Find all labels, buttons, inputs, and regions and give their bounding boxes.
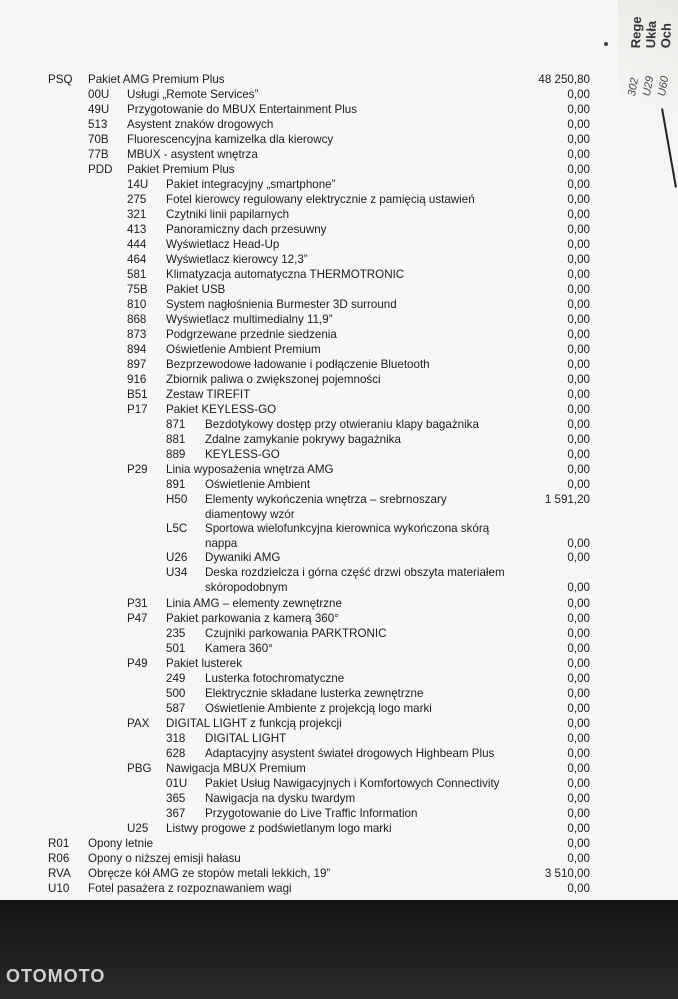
list-item bbox=[0, 207, 678, 222]
option-label: Pakiet Usług Nawigacyjnych i Komfortowych Connectivity bbox=[205, 777, 500, 790]
option-label: KEYLESS-GO bbox=[205, 448, 280, 461]
option-price: 0,00 bbox=[567, 268, 590, 281]
option-label: Wyświetlacz multimedialny 11,9” bbox=[166, 313, 333, 326]
option-label: Podgrzewane przednie siedzenia bbox=[166, 328, 337, 341]
option-price: 0,00 bbox=[567, 373, 590, 386]
option-price: 0,00 bbox=[567, 403, 590, 416]
list-item bbox=[0, 297, 678, 312]
option-label: Opony o niższej emisji hałasu bbox=[88, 852, 241, 865]
option-label: Przygotowanie do Live Traffic Information bbox=[205, 807, 418, 820]
list-item bbox=[0, 252, 678, 267]
option-price: 0,00 bbox=[567, 672, 590, 685]
option-code: 916 bbox=[127, 373, 147, 386]
option-code: 500 bbox=[166, 687, 186, 700]
list-item bbox=[0, 492, 678, 521]
option-price: 0,00 bbox=[567, 463, 590, 476]
list-item bbox=[0, 87, 678, 102]
option-label: Pakiet integracyjny „smartphone” bbox=[166, 178, 336, 191]
option-price: 0,00 bbox=[567, 478, 590, 491]
list-item bbox=[0, 147, 678, 162]
list-item bbox=[0, 357, 678, 372]
option-code: B51 bbox=[127, 388, 148, 401]
option-code: 70B bbox=[88, 133, 109, 146]
list-item bbox=[0, 102, 678, 117]
option-label: Klimatyzacja automatyczna THERMOTRONIC bbox=[166, 268, 405, 281]
option-price: 0,00 bbox=[567, 612, 590, 625]
option-price: 0,00 bbox=[567, 193, 590, 206]
option-code: 249 bbox=[166, 672, 186, 685]
option-label: Sportowa wielofunkcyjna kierownica wykończona skórą bbox=[205, 522, 490, 535]
list-item bbox=[0, 192, 678, 207]
option-code: 581 bbox=[127, 268, 147, 281]
option-code: 464 bbox=[127, 253, 147, 266]
option-code: 871 bbox=[166, 418, 186, 431]
option-code: L5C bbox=[166, 522, 188, 535]
option-code: 587 bbox=[166, 702, 186, 715]
option-code: 01U bbox=[166, 777, 188, 790]
list-item bbox=[0, 881, 678, 896]
option-code: U26 bbox=[166, 551, 188, 564]
option-label: Bezprzewodowe ładowanie i podłączenie Bluetooth bbox=[166, 358, 430, 371]
option-price: 0,00 bbox=[567, 807, 590, 820]
list-item bbox=[0, 626, 678, 641]
option-price: 0,00 bbox=[567, 328, 590, 341]
list-item bbox=[0, 117, 678, 132]
option-label: Deska rozdzielcza i górna część drzwi obszyta materiałem bbox=[205, 566, 505, 579]
option-label: Fluorescencyjna kamizelka dla kierowcy bbox=[127, 133, 334, 146]
list-item bbox=[0, 821, 678, 836]
list-item bbox=[0, 282, 678, 297]
option-code: 413 bbox=[127, 223, 147, 236]
option-code: U34 bbox=[166, 566, 188, 579]
option-price: 0,00 bbox=[567, 208, 590, 221]
option-code: U10 bbox=[48, 882, 70, 895]
option-price: 0,00 bbox=[567, 717, 590, 730]
option-price: 3 510,00 bbox=[544, 867, 590, 880]
option-label: System nagłośnienia Burmester 3D surround bbox=[166, 298, 397, 311]
option-code: 235 bbox=[166, 627, 186, 640]
option-label: Linia AMG – elementy zewnętrzne bbox=[166, 597, 342, 610]
option-label: Wyświetlacz kierowcy 12,3” bbox=[166, 253, 308, 266]
option-code: 77B bbox=[88, 148, 109, 161]
option-code: P29 bbox=[127, 463, 148, 476]
option-code: U25 bbox=[127, 822, 149, 835]
list-item bbox=[0, 342, 678, 357]
option-price: 0,00 bbox=[567, 103, 590, 116]
list-item bbox=[0, 177, 678, 192]
option-price: 0,00 bbox=[567, 702, 590, 715]
list-item bbox=[0, 237, 678, 252]
option-label: Nawigacja MBUX Premium bbox=[166, 762, 306, 775]
option-code: 275 bbox=[127, 193, 147, 206]
option-price: 0,00 bbox=[567, 852, 590, 865]
option-label-continued: skóropodobnym bbox=[205, 581, 288, 594]
option-code: PDD bbox=[88, 163, 113, 176]
option-label-continued: diamentowy wzór bbox=[205, 508, 295, 521]
option-label: Adaptacyjny asystent świateł drogowych Highbeam Plus bbox=[205, 747, 495, 760]
option-code: P31 bbox=[127, 597, 148, 610]
option-label: Pakiet Premium Plus bbox=[127, 163, 235, 176]
option-price: 0,00 bbox=[567, 433, 590, 446]
option-price: 0,00 bbox=[567, 448, 590, 461]
list-item bbox=[0, 402, 678, 417]
list-item bbox=[0, 791, 678, 806]
list-item bbox=[0, 162, 678, 177]
option-label: Zbiornik paliwa o zwiększonej pojemności bbox=[166, 373, 381, 386]
list-item bbox=[0, 132, 678, 147]
option-code: 00U bbox=[88, 88, 110, 101]
corner-code-2: U29 bbox=[641, 75, 657, 98]
option-code: 318 bbox=[166, 732, 186, 745]
option-price: 0,00 bbox=[567, 133, 590, 146]
option-price: 0,00 bbox=[567, 537, 590, 550]
list-item bbox=[0, 72, 678, 87]
option-code: PAX bbox=[127, 717, 150, 730]
option-label: Nawigacja na dysku twardym bbox=[205, 792, 356, 805]
option-code: 49U bbox=[88, 103, 110, 116]
option-label: Pakiet lusterek bbox=[166, 657, 243, 670]
option-price: 0,00 bbox=[567, 732, 590, 745]
option-label: Czujniki parkowania PARKTRONIC bbox=[205, 627, 387, 640]
option-label: Pakiet USB bbox=[166, 283, 226, 296]
option-price: 0,00 bbox=[567, 148, 590, 161]
list-item bbox=[0, 866, 678, 881]
option-label: Przygotowanie do MBUX Entertainment Plus bbox=[127, 103, 358, 116]
option-price: 0,00 bbox=[567, 118, 590, 131]
list-item bbox=[0, 836, 678, 851]
option-code: 881 bbox=[166, 433, 186, 446]
list-item bbox=[0, 701, 678, 716]
option-price: 0,00 bbox=[567, 223, 590, 236]
option-label: Oświetlenie Ambiente z projekcją logo marki bbox=[205, 702, 432, 715]
list-item bbox=[0, 671, 678, 686]
option-label: Oświetlenie Ambient Premium bbox=[166, 343, 321, 356]
option-code: 321 bbox=[127, 208, 147, 221]
list-item bbox=[0, 716, 678, 731]
option-price: 0,00 bbox=[567, 253, 590, 266]
list-item bbox=[0, 641, 678, 656]
option-label: Wyświetlacz Head-Up bbox=[166, 238, 280, 251]
option-price: 0,00 bbox=[567, 792, 590, 805]
list-item bbox=[0, 387, 678, 402]
corner-word-2: Ukła bbox=[643, 20, 659, 49]
list-item bbox=[0, 327, 678, 342]
list-item bbox=[0, 432, 678, 447]
list-item bbox=[0, 312, 678, 327]
ink-dot bbox=[604, 42, 608, 46]
list-item bbox=[0, 222, 678, 237]
option-code: PSQ bbox=[48, 73, 73, 86]
option-label: Fotel pasażera z rozpoznawaniem wagi bbox=[88, 882, 292, 895]
option-price: 0,00 bbox=[567, 882, 590, 895]
list-item bbox=[0, 550, 678, 565]
option-code: 889 bbox=[166, 448, 186, 461]
list-item bbox=[0, 372, 678, 387]
option-label: Zdalne zamykanie pokrywy bagażnika bbox=[205, 433, 401, 446]
option-price: 0,00 bbox=[567, 747, 590, 760]
option-price: 0,00 bbox=[567, 777, 590, 790]
option-code: 14U bbox=[127, 178, 149, 191]
list-item bbox=[0, 462, 678, 477]
option-price: 0,00 bbox=[567, 418, 590, 431]
corner-code-1: 302 bbox=[626, 76, 642, 98]
list-item bbox=[0, 851, 678, 866]
list-item bbox=[0, 731, 678, 746]
option-code: P49 bbox=[127, 657, 148, 670]
option-label: Zestaw TIREFIT bbox=[166, 388, 251, 401]
option-code: P47 bbox=[127, 612, 148, 625]
option-price: 48 250,80 bbox=[538, 73, 590, 86]
option-label: Pakiet AMG Premium Plus bbox=[88, 73, 225, 86]
option-label: Asystent znaków drogowych bbox=[127, 118, 274, 131]
option-label: Listwy progowe z podświetlanym logo marki bbox=[166, 822, 392, 835]
option-price: 0,00 bbox=[567, 762, 590, 775]
option-label: MBUX - asystent wnętrza bbox=[127, 148, 258, 161]
list-item bbox=[0, 761, 678, 776]
option-price: 0,00 bbox=[567, 551, 590, 564]
list-item bbox=[0, 776, 678, 791]
option-price: 0,00 bbox=[567, 837, 590, 850]
option-price: 0,00 bbox=[567, 657, 590, 670]
list-item bbox=[0, 267, 678, 282]
list-item bbox=[0, 806, 678, 821]
list-item bbox=[0, 656, 678, 671]
option-price: 0,00 bbox=[567, 358, 590, 371]
option-price: 0,00 bbox=[567, 298, 590, 311]
list-item bbox=[0, 596, 678, 611]
option-price: 0,00 bbox=[567, 627, 590, 640]
option-label: Obręcze kół AMG ze stopów metali lekkich, 19” bbox=[88, 867, 331, 880]
corner-word-3: Och bbox=[658, 22, 674, 49]
option-label: Elektrycznie składane lusterka zewnętrzne bbox=[205, 687, 424, 700]
option-label: Dywaniki AMG bbox=[205, 551, 281, 564]
list-item bbox=[0, 565, 678, 594]
option-price: 0,00 bbox=[567, 88, 590, 101]
option-price: 0,00 bbox=[567, 581, 590, 594]
option-code: 810 bbox=[127, 298, 147, 311]
option-label: Pakiet KEYLESS-GO bbox=[166, 403, 277, 416]
option-code: 444 bbox=[127, 238, 147, 251]
list-item bbox=[0, 417, 678, 432]
option-price: 0,00 bbox=[567, 388, 590, 401]
option-price: 0,00 bbox=[567, 238, 590, 251]
option-code: 367 bbox=[166, 807, 186, 820]
option-code: P17 bbox=[127, 403, 148, 416]
option-code: 868 bbox=[127, 313, 147, 326]
option-code: 873 bbox=[127, 328, 147, 341]
option-code: 513 bbox=[88, 118, 108, 131]
option-code: RVA bbox=[48, 867, 71, 880]
option-label: Usługi „Remote Services” bbox=[127, 88, 259, 101]
option-label: Linia wyposażenia wnętrza AMG bbox=[166, 463, 334, 476]
option-label-continued: nappa bbox=[205, 537, 238, 550]
option-code: 75B bbox=[127, 283, 148, 296]
option-code: 628 bbox=[166, 747, 186, 760]
option-price: 0,00 bbox=[567, 343, 590, 356]
option-price: 0,00 bbox=[567, 597, 590, 610]
list-item bbox=[0, 521, 678, 550]
option-code: 897 bbox=[127, 358, 147, 371]
option-label: Elementy wykończenia wnętrza – srebrnoszary bbox=[205, 493, 447, 506]
option-price: 0,00 bbox=[567, 313, 590, 326]
option-label: Fotel kierowcy regulowany elektrycznie z pamięcią ustawień bbox=[166, 193, 475, 206]
option-price: 0,00 bbox=[567, 283, 590, 296]
option-price: 0,00 bbox=[567, 822, 590, 835]
list-item bbox=[0, 477, 678, 492]
option-code: 891 bbox=[166, 478, 186, 491]
option-label: Panoramiczny dach przesuwny bbox=[166, 223, 327, 236]
option-price: 0,00 bbox=[567, 642, 590, 655]
list-item bbox=[0, 611, 678, 626]
option-code: PBG bbox=[127, 762, 152, 775]
option-label: Bezdotykowy dostęp przy otwieraniu klapy bagażnika bbox=[205, 418, 479, 431]
list-item bbox=[0, 746, 678, 761]
option-code: R01 bbox=[48, 837, 70, 850]
option-label: Kamera 360° bbox=[205, 642, 273, 655]
option-label: Opony letnie bbox=[88, 837, 154, 850]
list-item bbox=[0, 686, 678, 701]
option-code: H50 bbox=[166, 493, 188, 506]
option-label: Oświetlenie Ambient bbox=[205, 478, 311, 491]
option-label: Lusterka fotochromatyczne bbox=[205, 672, 345, 685]
option-label: Pakiet parkowania z kamerą 360° bbox=[166, 612, 339, 625]
option-code: 501 bbox=[166, 642, 186, 655]
option-code: 365 bbox=[166, 792, 186, 805]
option-label: Czytniki linii papilarnych bbox=[166, 208, 290, 221]
option-code: R06 bbox=[48, 852, 70, 865]
corner-code-3: U60 bbox=[656, 75, 672, 98]
list-item bbox=[0, 447, 678, 462]
option-price: 0,00 bbox=[567, 163, 590, 176]
option-label: DIGITAL LIGHT z funkcją projekcji bbox=[166, 717, 342, 730]
option-label: DIGITAL LIGHT bbox=[205, 732, 287, 745]
watermark-logo: OTOMOTO bbox=[6, 966, 106, 986]
corner-word-1: Rege bbox=[628, 16, 645, 49]
option-code: 894 bbox=[127, 343, 147, 356]
option-price: 0,00 bbox=[567, 687, 590, 700]
option-price: 1 591,20 bbox=[544, 493, 590, 506]
option-price: 0,00 bbox=[567, 178, 590, 191]
